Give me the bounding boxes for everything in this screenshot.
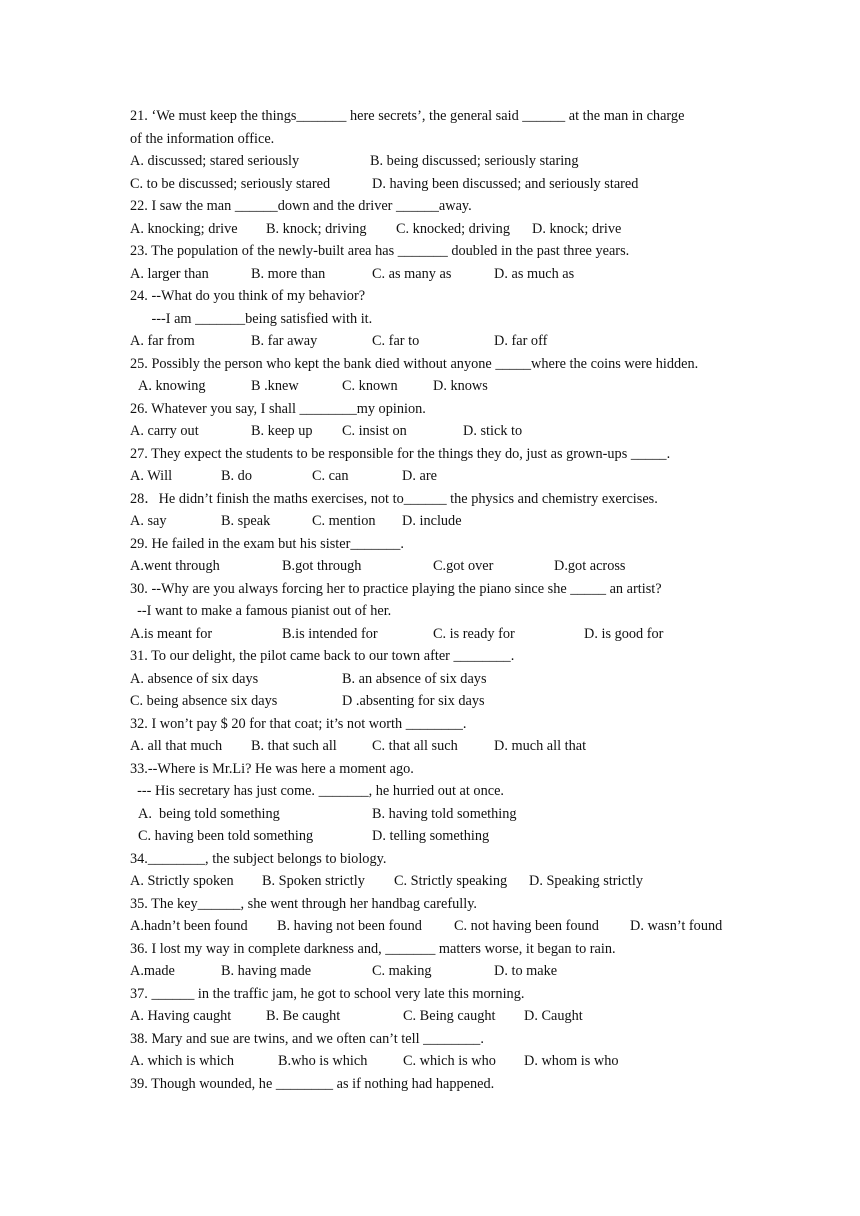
answer-option: C. far to — [372, 333, 420, 349]
question-line: ---I am _______being satisfied with it. — [130, 310, 373, 327]
answer-option: D. Caught — [524, 1008, 583, 1024]
answer-option: C. having been told something — [138, 828, 314, 844]
answer-option: B. that such all — [251, 738, 337, 754]
answer-option: C. knocked; driving — [396, 220, 510, 237]
question-line: 21. ‘We must keep the things_______ here secrets’, the general said ______ at the man in charge — [130, 108, 685, 124]
answer-option: B.who is which — [278, 1053, 368, 1069]
answer-option: D. as much as — [494, 265, 575, 282]
answer-option: B.is intended for — [282, 625, 378, 642]
answer-options — [130, 263, 750, 286]
answer-options — [130, 510, 750, 533]
question-line: 39. Though wounded, he ________ as if nothing had happened. — [130, 1075, 495, 1092]
answer-option: C. insist on — [342, 423, 407, 439]
answer-option: A. Having caught — [130, 1008, 232, 1024]
answer-option: A. which is which — [130, 1053, 235, 1069]
answer-options — [130, 870, 750, 893]
answer-options — [130, 1005, 750, 1028]
answer-option: D .absenting for six days — [342, 693, 485, 709]
question-line: 23. The population of the newly-built area has _______ doubled in the past three years. — [130, 243, 630, 259]
answer-option: C. to be discussed; seriously stared — [130, 175, 331, 192]
question-line: --- His secretary has just come. _______, he hurried out at once. — [130, 783, 504, 799]
answer-options — [130, 915, 750, 938]
answer-option: A. absence of six days — [130, 670, 259, 687]
answer-options — [130, 555, 750, 578]
answer-option: B. speak — [221, 513, 271, 529]
answer-option: D. are — [402, 468, 437, 484]
question-line: 38. Mary and sue are twins, and we often can’t tell ________. — [130, 1030, 484, 1047]
answer-option: D. telling something — [372, 828, 490, 844]
answer-option: C. Being caught — [403, 1008, 496, 1024]
question-line: 24. --What do you think of my behavior? — [130, 288, 366, 304]
answer-option: B .knew — [251, 378, 299, 394]
question-line: --I want to make a famous pianist out of her. — [130, 603, 392, 619]
answer-option: C. Strictly speaking — [394, 873, 508, 889]
answer-option: B. Spoken strictly — [262, 873, 365, 889]
answer-option: B. more than — [251, 265, 326, 282]
answer-option: D. is good for — [584, 625, 664, 642]
answer-options — [130, 465, 750, 488]
answer-option: A. say — [130, 513, 167, 529]
answer-option: B. do — [221, 468, 252, 484]
answer-options — [130, 218, 750, 241]
answer-options — [130, 825, 750, 848]
answer-option: B. an absence of six days — [342, 670, 487, 687]
answer-option: A. larger than — [130, 265, 209, 282]
question-line: of the information office. — [130, 130, 275, 147]
answer-options — [130, 623, 750, 646]
answer-option: C. making — [372, 963, 432, 979]
answer-option: A. carry out — [130, 423, 199, 439]
answer-options — [130, 690, 750, 713]
answer-options — [130, 803, 750, 826]
answer-option: A.is meant for — [130, 625, 213, 642]
question-line: 22. I saw the man ______down and the driver ______away. — [130, 198, 472, 214]
question-line: 27. They expect the students to be responsible for the things they do, just as grown-ups _____. — [130, 445, 671, 462]
question-line: 33.--Where is Mr.Li? He was here a moment ago. — [130, 760, 414, 777]
question-line: 31. To our delight, the pilot came back to our town after ________. — [130, 648, 515, 664]
answer-option: A.made — [130, 963, 175, 979]
answer-option: C. is ready for — [433, 625, 515, 642]
answer-option: C. can — [312, 468, 349, 484]
answer-option: A. knocking; drive — [130, 220, 238, 237]
answer-option: A. Strictly spoken — [130, 873, 234, 889]
answer-option: B. Be caught — [266, 1008, 341, 1024]
answer-option: D. Speaking strictly — [529, 873, 643, 889]
answer-options — [130, 375, 750, 398]
answer-option: A. far from — [130, 333, 195, 349]
answer-option: D. knows — [433, 378, 488, 394]
answer-option: D. far off — [494, 333, 548, 349]
question-line: 36. I lost my way in complete darkness and, _______ matters worse, it began to rain. — [130, 940, 616, 957]
answer-option: D. include — [402, 513, 462, 529]
question-line: 32. I won’t pay $ 20 for that coat; it’s not worth ________. — [130, 715, 467, 732]
answer-options — [130, 420, 750, 443]
answer-option: A. Will — [130, 468, 173, 484]
answer-option: A. knowing — [138, 378, 206, 394]
answer-option: C. being absence six days — [130, 693, 278, 709]
answer-option: D. to make — [494, 963, 558, 979]
question-line: 35. The key______, she went through her handbag carefully. — [130, 895, 477, 912]
answer-option: A.went through — [130, 558, 220, 574]
answer-option: C. that all such — [372, 738, 458, 754]
answer-option: C. mention — [312, 513, 376, 529]
question-line: 25. Possibly the person who kept the bank died without anyone _____where the coins were hidden. — [130, 355, 699, 372]
answer-option: B. knock; driving — [266, 220, 367, 237]
answer-option: A.hadn’t been found — [130, 918, 248, 934]
answer-option: B. having made — [221, 963, 312, 979]
answer-option: A. all that much — [130, 738, 223, 754]
answer-option: D. having been discussed; and seriously stared — [372, 175, 639, 192]
answer-option: D. wasn’t found — [630, 918, 723, 934]
answer-options — [130, 1050, 750, 1073]
answer-option: D. knock; drive — [532, 220, 622, 237]
answer-options — [130, 960, 750, 983]
question-line: 29. He failed in the exam but his sister_______. — [130, 535, 404, 552]
question-line: 26. Whatever you say, I shall ________my opinion. — [130, 400, 426, 417]
answer-option: B. being discussed; seriously staring — [370, 153, 579, 169]
answer-option: C.got over — [433, 558, 494, 574]
question-line: 34.________, the subject belongs to biology. — [130, 850, 387, 867]
question-line: 28．He didn’t finish the maths exercises, not to______ the physics and chemistry exercises. — [130, 490, 658, 507]
answer-option: B.got through — [282, 558, 362, 574]
question-page — [130, 105, 750, 1095]
answer-option: B. keep up — [251, 423, 313, 439]
answer-option: A. being told something — [138, 805, 280, 822]
answer-option: D.got across — [554, 558, 626, 574]
answer-options — [130, 735, 750, 758]
answer-options — [130, 173, 750, 196]
answer-option: C. not having been found — [454, 918, 599, 934]
answer-option: C. as many as — [372, 265, 452, 282]
answer-option: B. far away — [251, 333, 318, 349]
answer-option: C. which is who — [403, 1053, 496, 1069]
answer-options — [130, 330, 750, 353]
answer-option: C. known — [342, 378, 398, 394]
question-line: 37. ______ in the traffic jam, he got to school very late this morning. — [130, 985, 525, 1002]
answer-option: A. discussed; stared seriously — [130, 153, 300, 169]
answer-option: D. whom is who — [524, 1053, 619, 1069]
answer-option: B. having not been found — [277, 918, 422, 934]
answer-options — [130, 150, 750, 173]
answer-options — [130, 668, 750, 691]
answer-option: D. much all that — [494, 738, 587, 754]
answer-option: B. having told something — [372, 805, 517, 822]
question-line: 30. --Why are you always forcing her to practice playing the piano since she _____ an artist? — [130, 580, 662, 597]
answer-option: D. stick to — [463, 423, 523, 439]
